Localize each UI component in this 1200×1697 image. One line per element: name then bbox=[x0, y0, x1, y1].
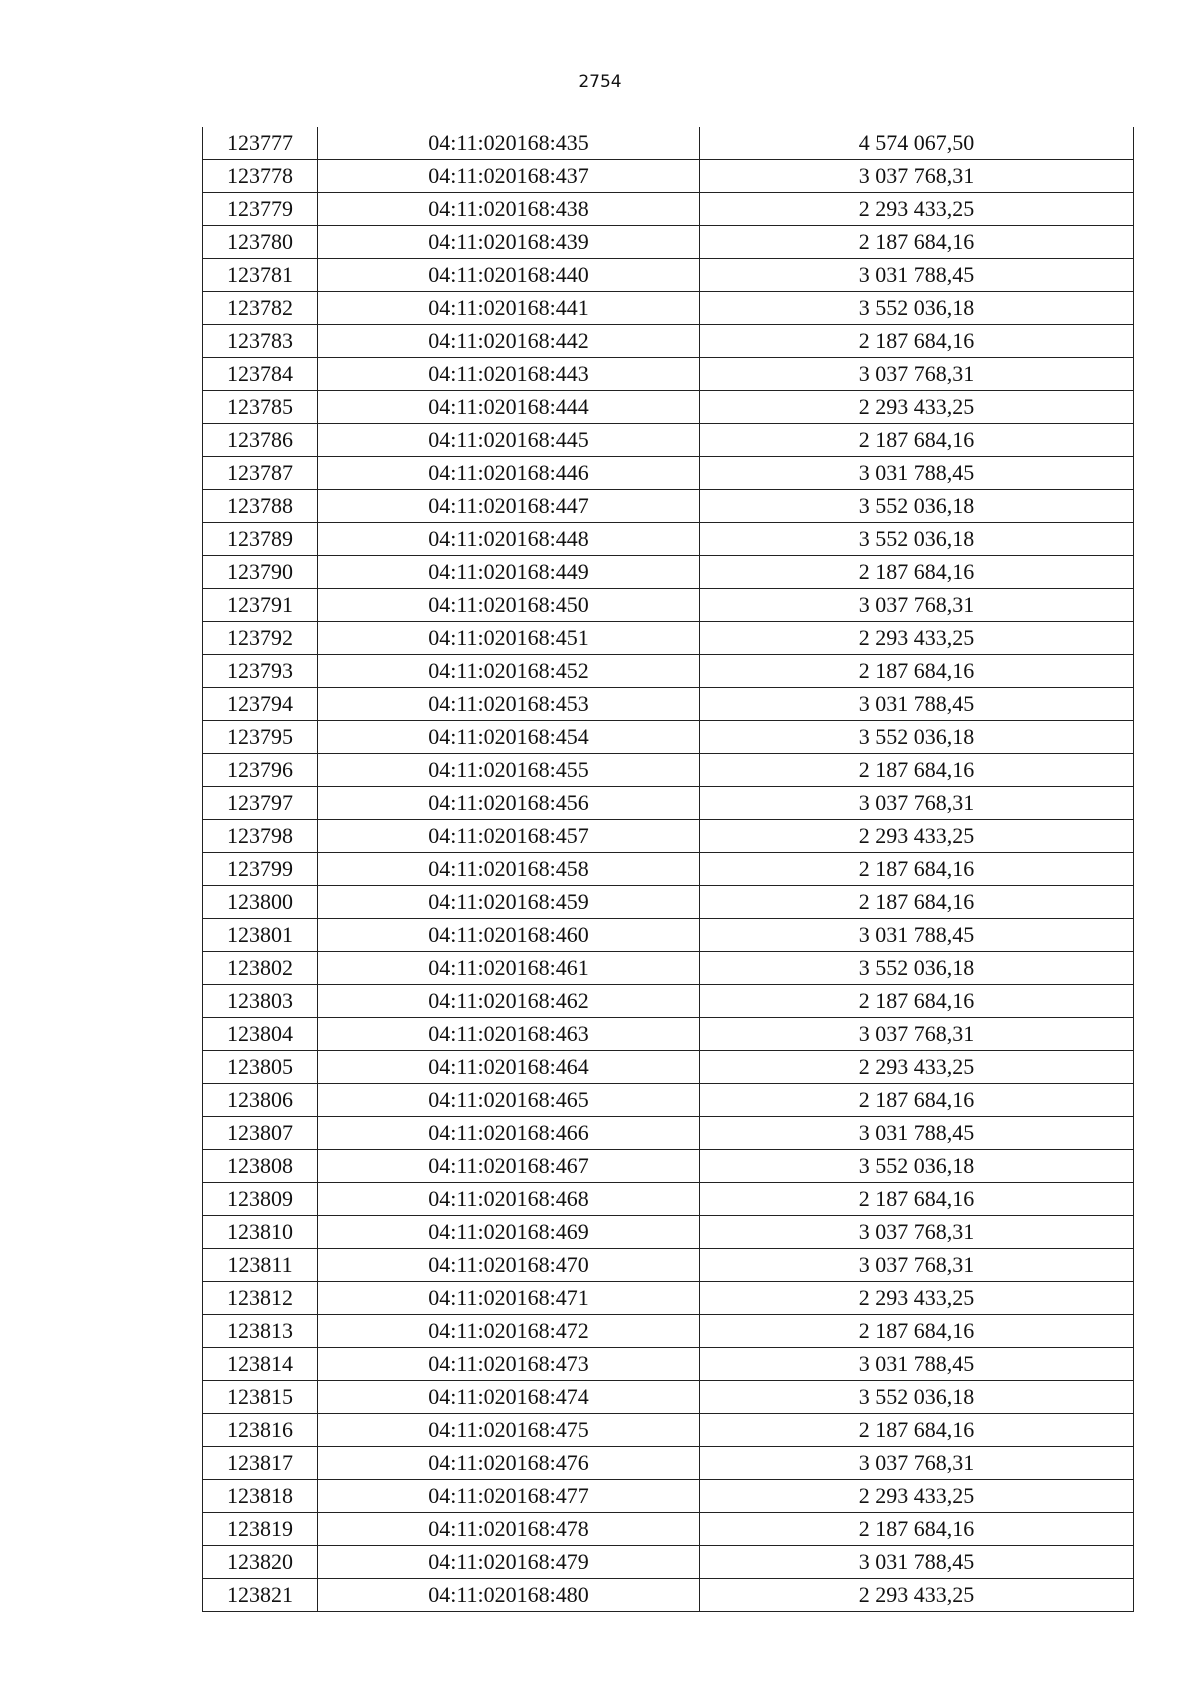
cadastral-number-cell: 04:11:020168:479 bbox=[318, 1546, 700, 1579]
cadastral-value-cell: 2 187 684,16 bbox=[700, 985, 1134, 1018]
cadastral-number-cell: 04:11:020168:476 bbox=[318, 1447, 700, 1480]
table-row bbox=[203, 1513, 1134, 1546]
cadastral-number-cell: 04:11:020168:467 bbox=[318, 1150, 700, 1183]
cadastral-value-cell: 2 187 684,16 bbox=[700, 226, 1134, 259]
cadastral-number-cell: 04:11:020168:466 bbox=[318, 1117, 700, 1150]
cadastral-number-cell: 04:11:020168:438 bbox=[318, 193, 700, 226]
cadastral-value-cell: 3 552 036,18 bbox=[700, 523, 1134, 556]
table-row bbox=[203, 193, 1134, 226]
row-number-cell: 123811 bbox=[203, 1249, 318, 1282]
table-body bbox=[203, 127, 1134, 1612]
cadastral-value-cell: 3 031 788,45 bbox=[700, 688, 1134, 721]
table-row bbox=[203, 1282, 1134, 1315]
row-number-cell: 123796 bbox=[203, 754, 318, 787]
table-row bbox=[203, 787, 1134, 820]
row-number-cell: 123799 bbox=[203, 853, 318, 886]
cadastral-value-cell: 3 031 788,45 bbox=[700, 457, 1134, 490]
cadastral-number-cell: 04:11:020168:445 bbox=[318, 424, 700, 457]
table-row bbox=[203, 160, 1134, 193]
row-number-cell: 123777 bbox=[203, 127, 318, 160]
cadastral-value-cell: 3 037 768,31 bbox=[700, 1018, 1134, 1051]
cadastral-value-cell: 3 037 768,31 bbox=[700, 1216, 1134, 1249]
table-row bbox=[203, 556, 1134, 589]
cadastral-value-cell: 3 552 036,18 bbox=[700, 721, 1134, 754]
row-number-cell: 123821 bbox=[203, 1579, 318, 1612]
table-row bbox=[203, 1051, 1134, 1084]
cadastral-number-cell: 04:11:020168:441 bbox=[318, 292, 700, 325]
cadastral-number-cell: 04:11:020168:447 bbox=[318, 490, 700, 523]
row-number-cell: 123789 bbox=[203, 523, 318, 556]
cadastral-value-cell: 3 031 788,45 bbox=[700, 259, 1134, 292]
cadastral-value-cell: 2 293 433,25 bbox=[700, 622, 1134, 655]
row-number-cell: 123820 bbox=[203, 1546, 318, 1579]
cadastral-number-cell: 04:11:020168:450 bbox=[318, 589, 700, 622]
cadastral-value-cell: 2 187 684,16 bbox=[700, 754, 1134, 787]
cadastral-value-cell: 3 037 768,31 bbox=[700, 787, 1134, 820]
row-number-cell: 123802 bbox=[203, 952, 318, 985]
table-row bbox=[203, 1117, 1134, 1150]
cadastral-value-cell: 2 187 684,16 bbox=[700, 853, 1134, 886]
row-number-cell: 123814 bbox=[203, 1348, 318, 1381]
cadastral-number-cell: 04:11:020168:451 bbox=[318, 622, 700, 655]
table-row bbox=[203, 523, 1134, 556]
cadastral-number-cell: 04:11:020168:455 bbox=[318, 754, 700, 787]
table-row bbox=[203, 1480, 1134, 1513]
cadastral-number-cell: 04:11:020168:461 bbox=[318, 952, 700, 985]
cadastral-number-cell: 04:11:020168:453 bbox=[318, 688, 700, 721]
cadastral-value-cell: 3 552 036,18 bbox=[700, 1150, 1134, 1183]
cadastral-number-cell: 04:11:020168:459 bbox=[318, 886, 700, 919]
table-row bbox=[203, 820, 1134, 853]
cadastral-number-cell: 04:11:020168:444 bbox=[318, 391, 700, 424]
cadastral-number-cell: 04:11:020168:457 bbox=[318, 820, 700, 853]
row-number-cell: 123801 bbox=[203, 919, 318, 952]
cadastral-value-cell: 2 187 684,16 bbox=[700, 556, 1134, 589]
table-row bbox=[203, 754, 1134, 787]
row-number-cell: 123780 bbox=[203, 226, 318, 259]
table-row bbox=[203, 1249, 1134, 1282]
row-number-cell: 123797 bbox=[203, 787, 318, 820]
cadastral-number-cell: 04:11:020168:454 bbox=[318, 721, 700, 754]
table-row bbox=[203, 1381, 1134, 1414]
cadastral-value-cell: 3 037 768,31 bbox=[700, 160, 1134, 193]
row-number-cell: 123813 bbox=[203, 1315, 318, 1348]
table-row bbox=[203, 1315, 1134, 1348]
cadastral-value-cell: 2 187 684,16 bbox=[700, 1513, 1134, 1546]
table-row bbox=[203, 919, 1134, 952]
row-number-cell: 123818 bbox=[203, 1480, 318, 1513]
cadastral-value-cell: 2 293 433,25 bbox=[700, 820, 1134, 853]
table-row bbox=[203, 226, 1134, 259]
table-row bbox=[203, 1447, 1134, 1480]
table-row bbox=[203, 886, 1134, 919]
table-row bbox=[203, 259, 1134, 292]
cadastral-value-cell: 2 293 433,25 bbox=[700, 1480, 1134, 1513]
row-number-cell: 123790 bbox=[203, 556, 318, 589]
row-number-cell: 123817 bbox=[203, 1447, 318, 1480]
page-number: 2754 bbox=[578, 72, 622, 92]
row-number-cell: 123783 bbox=[203, 325, 318, 358]
cadastral-number-cell: 04:11:020168:462 bbox=[318, 985, 700, 1018]
row-number-cell: 123792 bbox=[203, 622, 318, 655]
table-row bbox=[203, 985, 1134, 1018]
cadastral-number-cell: 04:11:020168:458 bbox=[318, 853, 700, 886]
table-row bbox=[203, 292, 1134, 325]
cadastral-value-cell: 2 187 684,16 bbox=[700, 886, 1134, 919]
row-number-cell: 123778 bbox=[203, 160, 318, 193]
row-number-cell: 123787 bbox=[203, 457, 318, 490]
row-number-cell: 123812 bbox=[203, 1282, 318, 1315]
cadastral-value-cell: 2 187 684,16 bbox=[700, 1084, 1134, 1117]
cadastral-value-cell: 2 187 684,16 bbox=[700, 655, 1134, 688]
cadastral-value-cell: 2 187 684,16 bbox=[700, 424, 1134, 457]
cadastral-number-cell: 04:11:020168:443 bbox=[318, 358, 700, 391]
row-number-cell: 123794 bbox=[203, 688, 318, 721]
cadastral-number-cell: 04:11:020168:449 bbox=[318, 556, 700, 589]
row-number-cell: 123781 bbox=[203, 259, 318, 292]
table-row bbox=[203, 457, 1134, 490]
row-number-cell: 123816 bbox=[203, 1414, 318, 1447]
row-number-cell: 123786 bbox=[203, 424, 318, 457]
table-row bbox=[203, 1183, 1134, 1216]
cadastral-number-cell: 04:11:020168:477 bbox=[318, 1480, 700, 1513]
table-row bbox=[203, 358, 1134, 391]
cadastral-value-cell: 3 037 768,31 bbox=[700, 589, 1134, 622]
row-number-cell: 123809 bbox=[203, 1183, 318, 1216]
cadastral-value-cell: 3 552 036,18 bbox=[700, 292, 1134, 325]
cadastral-value-cell: 2 293 433,25 bbox=[700, 1051, 1134, 1084]
table-row bbox=[203, 622, 1134, 655]
cadastral-number-cell: 04:11:020168:464 bbox=[318, 1051, 700, 1084]
cadastral-number-cell: 04:11:020168:439 bbox=[318, 226, 700, 259]
row-number-cell: 123782 bbox=[203, 292, 318, 325]
row-number-cell: 123807 bbox=[203, 1117, 318, 1150]
table-row bbox=[203, 853, 1134, 886]
cadastral-number-cell: 04:11:020168:456 bbox=[318, 787, 700, 820]
cadastral-value-cell: 3 031 788,45 bbox=[700, 919, 1134, 952]
row-number-cell: 123798 bbox=[203, 820, 318, 853]
cadastral-value-cell: 2 293 433,25 bbox=[700, 193, 1134, 226]
cadastral-number-cell: 04:11:020168:469 bbox=[318, 1216, 700, 1249]
table-row bbox=[203, 424, 1134, 457]
table-row bbox=[203, 721, 1134, 754]
cadastral-value-table bbox=[202, 127, 1134, 1612]
table-row bbox=[203, 1150, 1134, 1183]
table-row bbox=[203, 391, 1134, 424]
row-number-cell: 123804 bbox=[203, 1018, 318, 1051]
row-number-cell: 123779 bbox=[203, 193, 318, 226]
table-row bbox=[203, 1018, 1134, 1051]
cadastral-number-cell: 04:11:020168:478 bbox=[318, 1513, 700, 1546]
row-number-cell: 123795 bbox=[203, 721, 318, 754]
cadastral-value-cell: 2 187 684,16 bbox=[700, 1414, 1134, 1447]
cadastral-number-cell: 04:11:020168:472 bbox=[318, 1315, 700, 1348]
cadastral-number-cell: 04:11:020168:452 bbox=[318, 655, 700, 688]
cadastral-number-cell: 04:11:020168:475 bbox=[318, 1414, 700, 1447]
cadastral-value-cell: 3 031 788,45 bbox=[700, 1546, 1134, 1579]
row-number-cell: 123810 bbox=[203, 1216, 318, 1249]
cadastral-number-cell: 04:11:020168:440 bbox=[318, 259, 700, 292]
cadastral-value-cell: 3 552 036,18 bbox=[700, 952, 1134, 985]
cadastral-value-cell: 2 187 684,16 bbox=[700, 1315, 1134, 1348]
cadastral-number-cell: 04:11:020168:442 bbox=[318, 325, 700, 358]
cadastral-number-cell: 04:11:020168:463 bbox=[318, 1018, 700, 1051]
table-row bbox=[203, 1348, 1134, 1381]
row-number-cell: 123819 bbox=[203, 1513, 318, 1546]
cadastral-number-cell: 04:11:020168:480 bbox=[318, 1579, 700, 1612]
cadastral-value-cell: 3 037 768,31 bbox=[700, 1249, 1134, 1282]
cadastral-number-cell: 04:11:020168:435 bbox=[318, 127, 700, 160]
cadastral-value-cell: 2 293 433,25 bbox=[700, 1579, 1134, 1612]
table-row bbox=[203, 1414, 1134, 1447]
cadastral-value-cell: 3 037 768,31 bbox=[700, 1447, 1134, 1480]
cadastral-number-cell: 04:11:020168:465 bbox=[318, 1084, 700, 1117]
row-number-cell: 123784 bbox=[203, 358, 318, 391]
cadastral-number-cell: 04:11:020168:460 bbox=[318, 919, 700, 952]
cadastral-number-cell: 04:11:020168:446 bbox=[318, 457, 700, 490]
row-number-cell: 123808 bbox=[203, 1150, 318, 1183]
table-row bbox=[203, 1216, 1134, 1249]
cadastral-value-cell: 2 293 433,25 bbox=[700, 1282, 1134, 1315]
table-row bbox=[203, 952, 1134, 985]
cadastral-value-cell: 2 187 684,16 bbox=[700, 325, 1134, 358]
table-row bbox=[203, 1579, 1134, 1612]
table-row bbox=[203, 490, 1134, 523]
row-number-cell: 123803 bbox=[203, 985, 318, 1018]
cadastral-number-cell: 04:11:020168:470 bbox=[318, 1249, 700, 1282]
row-number-cell: 123815 bbox=[203, 1381, 318, 1414]
cadastral-number-cell: 04:11:020168:473 bbox=[318, 1348, 700, 1381]
cadastral-value-cell: 3 031 788,45 bbox=[700, 1348, 1134, 1381]
table-row bbox=[203, 688, 1134, 721]
cadastral-value-cell: 2 293 433,25 bbox=[700, 391, 1134, 424]
row-number-cell: 123788 bbox=[203, 490, 318, 523]
cadastral-value-cell: 3 552 036,18 bbox=[700, 1381, 1134, 1414]
table-row bbox=[203, 1546, 1134, 1579]
cadastral-value-cell: 2 187 684,16 bbox=[700, 1183, 1134, 1216]
row-number-cell: 123793 bbox=[203, 655, 318, 688]
table-row bbox=[203, 325, 1134, 358]
row-number-cell: 123800 bbox=[203, 886, 318, 919]
row-number-cell: 123785 bbox=[203, 391, 318, 424]
table-row bbox=[203, 1084, 1134, 1117]
cadastral-number-cell: 04:11:020168:437 bbox=[318, 160, 700, 193]
table-row bbox=[203, 127, 1134, 160]
cadastral-value-cell: 4 574 067,50 bbox=[700, 127, 1134, 160]
table-row bbox=[203, 655, 1134, 688]
row-number-cell: 123791 bbox=[203, 589, 318, 622]
cadastral-number-cell: 04:11:020168:448 bbox=[318, 523, 700, 556]
table-row bbox=[203, 589, 1134, 622]
cadastral-number-cell: 04:11:020168:474 bbox=[318, 1381, 700, 1414]
row-number-cell: 123806 bbox=[203, 1084, 318, 1117]
cadastral-number-cell: 04:11:020168:468 bbox=[318, 1183, 700, 1216]
cadastral-value-cell: 3 552 036,18 bbox=[700, 490, 1134, 523]
cadastral-value-cell: 3 037 768,31 bbox=[700, 358, 1134, 391]
cadastral-number-cell: 04:11:020168:471 bbox=[318, 1282, 700, 1315]
row-number-cell: 123805 bbox=[203, 1051, 318, 1084]
cadastral-value-cell: 3 031 788,45 bbox=[700, 1117, 1134, 1150]
